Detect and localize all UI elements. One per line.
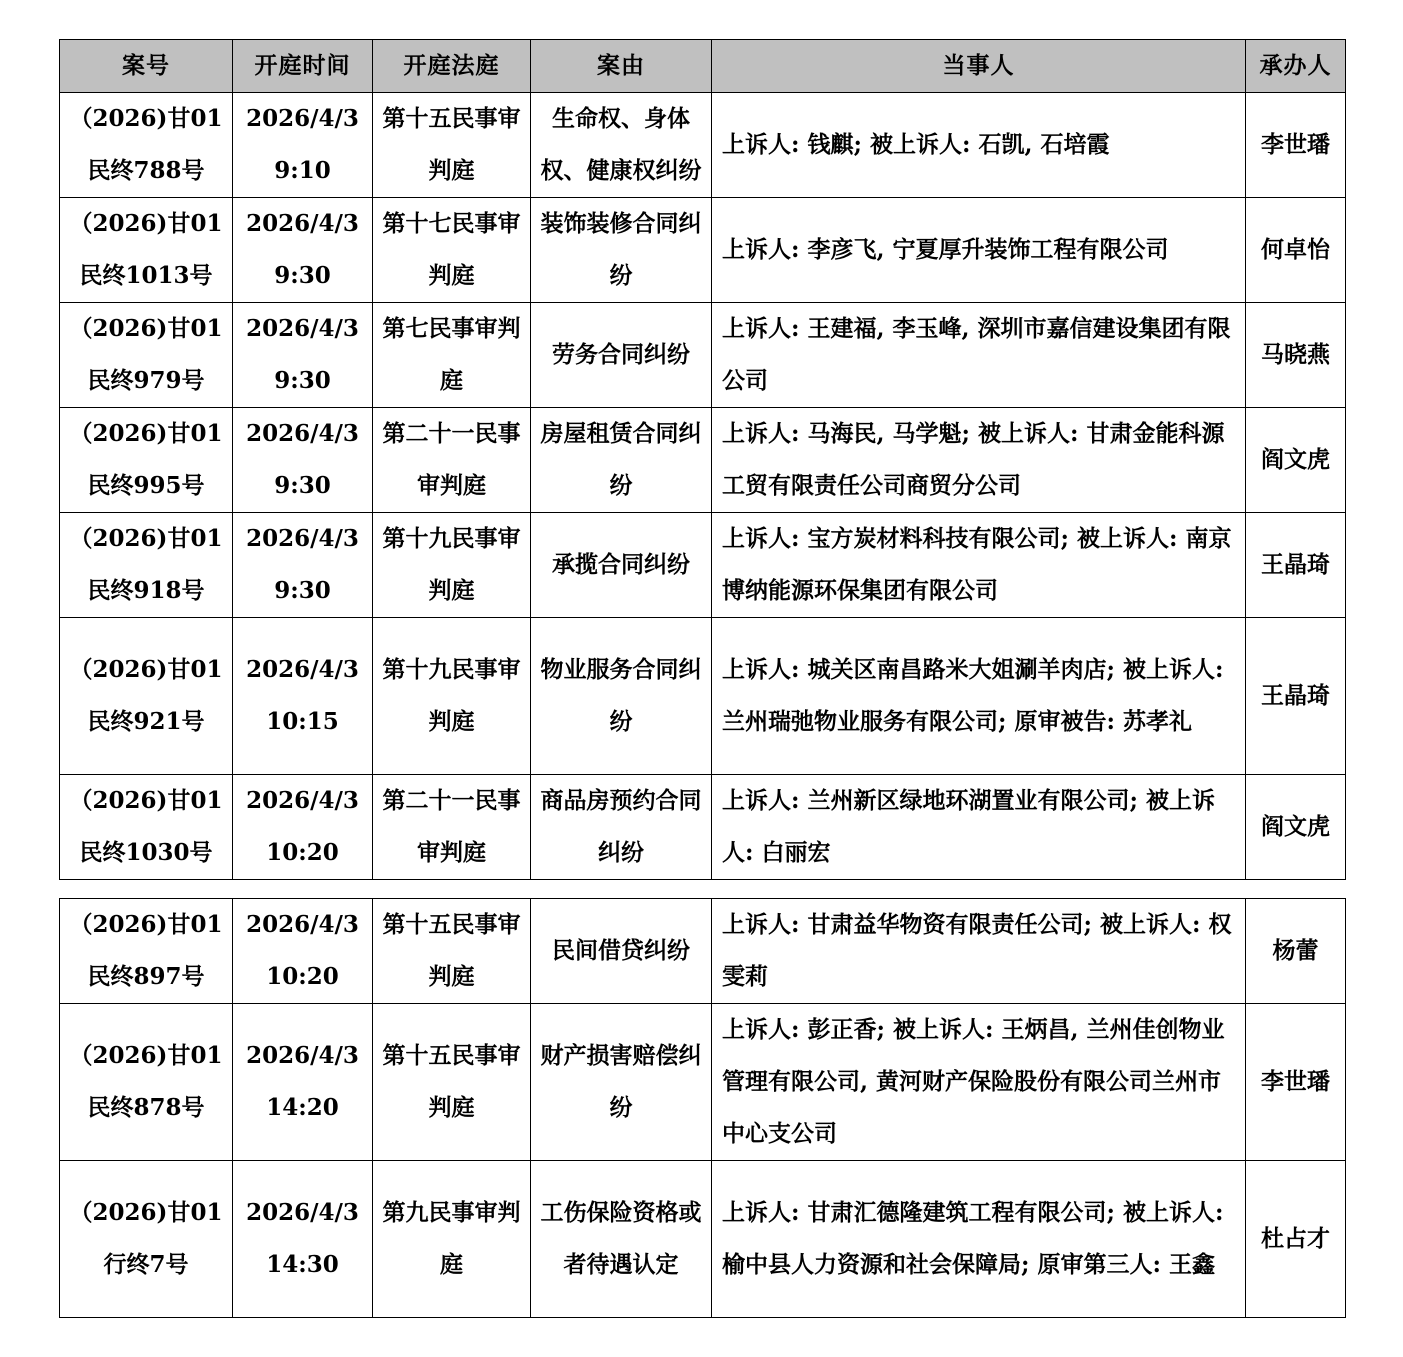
table-row bbox=[60, 775, 1346, 880]
table-row bbox=[60, 93, 1346, 198]
hearing-time-cell: 2026/4/3 10:20 bbox=[233, 899, 373, 1004]
table-body bbox=[60, 899, 1346, 1318]
judge-cell: 王晶琦 bbox=[1246, 513, 1346, 618]
case-number-cell: （2026)甘01民终1030号 bbox=[60, 775, 233, 880]
case-number-cell: （2026)甘01民终979号 bbox=[60, 303, 233, 408]
case-cause-cell: 生命权、身体权、健康权纠纷 bbox=[531, 93, 712, 198]
case-number-cell: （2026)甘01行终7号 bbox=[60, 1161, 233, 1318]
courtroom-cell: 第十五民事审判庭 bbox=[373, 93, 531, 198]
hearing-time-cell: 2026/4/3 10:20 bbox=[233, 775, 373, 880]
case-number-cell: （2026)甘01民终1013号 bbox=[60, 198, 233, 303]
courtroom-cell: 第九民事审判庭 bbox=[373, 1161, 531, 1318]
courtroom-cell: 第十九民事审判庭 bbox=[373, 513, 531, 618]
table-row bbox=[60, 1161, 1346, 1318]
case-number-cell: （2026)甘01民终878号 bbox=[60, 1004, 233, 1161]
parties-cell: 上诉人: 马海民, 马学魁; 被上诉人: 甘肃金能科源工贸有限责任公司商贸分公司 bbox=[712, 408, 1246, 513]
judge-cell: 李世璠 bbox=[1246, 93, 1346, 198]
hearing-time-cell: 2026/4/3 14:30 bbox=[233, 1161, 373, 1318]
case-cause-cell: 财产损害赔偿纠纷 bbox=[531, 1004, 712, 1161]
case-cause-cell: 物业服务合同纠纷 bbox=[531, 618, 712, 775]
parties-cell: 上诉人: 甘肃汇德隆建筑工程有限公司; 被上诉人: 榆中县人力资源和社会保障局; 原审第三人: 王鑫 bbox=[712, 1161, 1246, 1318]
case-cause-cell: 房屋租赁合同纠纷 bbox=[531, 408, 712, 513]
table-row bbox=[60, 198, 1346, 303]
header-case-no: 案号 bbox=[60, 40, 233, 93]
case-number-cell: （2026)甘01民终995号 bbox=[60, 408, 233, 513]
judge-cell: 杜占才 bbox=[1246, 1161, 1346, 1318]
parties-cell: 上诉人: 钱麒; 被上诉人: 石凯, 石培霞 bbox=[712, 93, 1246, 198]
header-judge: 承办人 bbox=[1246, 40, 1346, 93]
case-cause-cell: 民间借贷纠纷 bbox=[531, 899, 712, 1004]
case-number-cell: （2026)甘01民终788号 bbox=[60, 93, 233, 198]
hearing-time-cell: 2026/4/3 14:20 bbox=[233, 1004, 373, 1161]
courtroom-cell: 第二十一民事审判庭 bbox=[373, 408, 531, 513]
table-row bbox=[60, 303, 1346, 408]
table-row bbox=[60, 618, 1346, 775]
table-row bbox=[60, 1004, 1346, 1161]
judge-cell: 杨蕾 bbox=[1246, 899, 1346, 1004]
courtroom-cell: 第十九民事审判庭 bbox=[373, 618, 531, 775]
table-row bbox=[60, 899, 1346, 1004]
judge-cell: 阎文虎 bbox=[1246, 775, 1346, 880]
courtroom-cell: 第十五民事审判庭 bbox=[373, 1004, 531, 1161]
parties-cell: 上诉人: 彭正香; 被上诉人: 王炳昌, 兰州佳创物业管理有限公司, 黄河财产保险股份有限公司兰州市中心支公司 bbox=[712, 1004, 1246, 1161]
parties-cell: 上诉人: 城关区南昌路米大姐涮羊肉店; 被上诉人: 兰州瑞弛物业服务有限公司; 原审被告: 苏孝礼 bbox=[712, 618, 1246, 775]
judge-cell: 何卓怡 bbox=[1246, 198, 1346, 303]
parties-cell: 上诉人: 甘肃益华物资有限责任公司; 被上诉人: 权雯莉 bbox=[712, 899, 1246, 1004]
case-number-cell: （2026)甘01民终918号 bbox=[60, 513, 233, 618]
courtroom-cell: 第二十一民事审判庭 bbox=[373, 775, 531, 880]
parties-cell: 上诉人: 王建福, 李玉峰, 深圳市嘉信建设集团有限公司 bbox=[712, 303, 1246, 408]
header-parties: 当事人 bbox=[712, 40, 1246, 93]
case-cause-cell: 商品房预约合同纠纷 bbox=[531, 775, 712, 880]
case-cause-cell: 劳务合同纠纷 bbox=[531, 303, 712, 408]
hearing-time-cell: 2026/4/3 9:30 bbox=[233, 513, 373, 618]
header-cause: 案由 bbox=[531, 40, 712, 93]
header-time: 开庭时间 bbox=[233, 40, 373, 93]
courtroom-cell: 第七民事审判庭 bbox=[373, 303, 531, 408]
hearing-schedule-table bbox=[59, 39, 1346, 880]
case-number-cell: （2026)甘01民终897号 bbox=[60, 899, 233, 1004]
courtroom-cell: 第十七民事审判庭 bbox=[373, 198, 531, 303]
courtroom-cell: 第十五民事审判庭 bbox=[373, 899, 531, 1004]
judge-cell: 王晶琦 bbox=[1246, 618, 1346, 775]
hearing-time-cell: 2026/4/3 9:30 bbox=[233, 408, 373, 513]
case-cause-cell: 装饰装修合同纠纷 bbox=[531, 198, 712, 303]
parties-cell: 上诉人: 宝方炭材料科技有限公司; 被上诉人: 南京博纳能源环保集团有限公司 bbox=[712, 513, 1246, 618]
judge-cell: 阎文虎 bbox=[1246, 408, 1346, 513]
table-row bbox=[60, 408, 1346, 513]
judge-cell: 马晓燕 bbox=[1246, 303, 1346, 408]
header-row bbox=[60, 40, 1346, 93]
hearing-time-cell: 2026/4/3 10:15 bbox=[233, 618, 373, 775]
hearing-time-cell: 2026/4/3 9:30 bbox=[233, 198, 373, 303]
hearing-time-cell: 2026/4/3 9:10 bbox=[233, 93, 373, 198]
table-body bbox=[60, 93, 1346, 880]
hearing-time-cell: 2026/4/3 9:30 bbox=[233, 303, 373, 408]
parties-cell: 上诉人: 兰州新区绿地环湖置业有限公司; 被上诉人: 白丽宏 bbox=[712, 775, 1246, 880]
judge-cell: 李世璠 bbox=[1246, 1004, 1346, 1161]
case-number-cell: （2026)甘01民终921号 bbox=[60, 618, 233, 775]
case-cause-cell: 工伤保险资格或者待遇认定 bbox=[531, 1161, 712, 1318]
parties-cell: 上诉人: 李彦飞, 宁夏厚升装饰工程有限公司 bbox=[712, 198, 1246, 303]
hearing-schedule-table-continued bbox=[59, 898, 1346, 1318]
table-row bbox=[60, 513, 1346, 618]
case-cause-cell: 承揽合同纠纷 bbox=[531, 513, 712, 618]
header-court: 开庭法庭 bbox=[373, 40, 531, 93]
